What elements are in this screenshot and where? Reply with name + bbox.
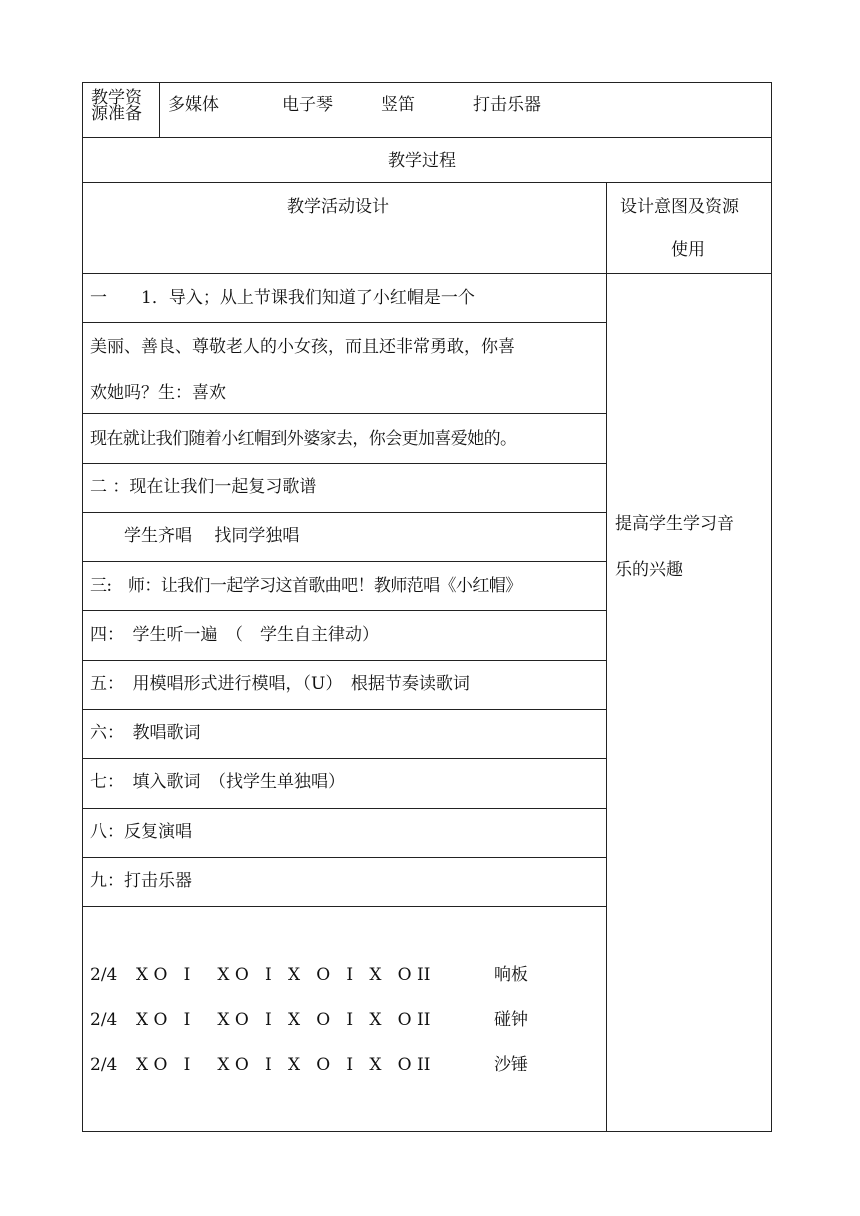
column-divider — [606, 182, 607, 1132]
row-divider — [82, 709, 606, 710]
resource-keyboard: 电子琴 — [282, 95, 333, 115]
rhythm-instrument: 沙锤 — [494, 1055, 528, 1075]
rhythm-instrument: 响板 — [494, 965, 528, 985]
rhythm-pattern: X O I X O I X O I X O II — [136, 1055, 431, 1075]
step-1-line4: 现在就让我们随着小红帽到外婆家去，你会更加喜爱她的。 — [90, 429, 517, 449]
step-8: 八：反复演唱 — [90, 822, 192, 842]
rhythm-pattern: X O I X O I X O I X O II — [136, 1010, 431, 1030]
row-divider — [82, 561, 606, 562]
step-2: 二 ：现在让我们一起复习歌谱 — [90, 477, 317, 497]
rhythm-instrument: 碰钟 — [494, 1010, 528, 1030]
resource-recorder: 竖笛 — [381, 95, 415, 115]
intent-header-line2: 使用 — [671, 240, 705, 260]
resources-label: 教学资 源准备 — [91, 88, 142, 124]
intent-header-line1: 设计意图及资源 — [620, 197, 739, 217]
row-divider — [82, 857, 606, 858]
row-divider — [82, 758, 606, 759]
rhythm-meter: 2/4 — [90, 965, 118, 985]
intent-text-line1: 提高学生学习音 — [615, 514, 734, 534]
step-3: 三: 师：让我们一起学习这首歌曲吧！教师范唱《小红帽》 — [90, 576, 522, 596]
step-1-line3: 欢她吗？生：喜欢 — [90, 383, 226, 403]
column-divider — [159, 82, 160, 137]
step-6: 六： 教唱歌词 — [90, 723, 201, 743]
row-divider — [82, 273, 772, 274]
step-5: 五： 用模唱形式进行模唱，（U） 根据节奏读歌词 — [90, 674, 470, 694]
row-divider — [82, 137, 772, 138]
row-divider — [82, 610, 606, 611]
process-title: 教学过程 — [388, 151, 456, 171]
row-divider — [82, 512, 606, 513]
row-divider — [82, 182, 772, 183]
step-4: 四： 学生听一遍 （ 学生自主律动） — [90, 625, 379, 645]
row-divider — [82, 463, 606, 464]
row-divider — [82, 322, 606, 323]
row-divider — [82, 808, 606, 809]
step-1-line1: 一 1．导入；从上节课我们知道了小红帽是一个 — [90, 288, 475, 308]
step-9: 九：打击乐器 — [90, 871, 192, 891]
intent-text-line2: 乐的兴趣 — [615, 560, 683, 580]
resource-percussion: 打击乐器 — [473, 95, 541, 115]
rhythm-pattern: X O I X O I X O I X O II — [136, 965, 431, 985]
resource-multimedia: 多媒体 — [168, 95, 219, 115]
row-divider — [82, 413, 606, 414]
activity-header: 教学活动设计 — [287, 197, 389, 217]
rhythm-meter: 2/4 — [90, 1010, 118, 1030]
step-1-line2: 美丽、善良、尊敬老人的小女孩，而且还非常勇敢，你喜 — [90, 337, 515, 357]
step-2-detail: 学生齐唱 找同学独唱 — [90, 526, 300, 546]
row-divider — [82, 906, 606, 907]
row-divider — [82, 660, 606, 661]
rhythm-meter: 2/4 — [90, 1055, 118, 1075]
step-7: 七： 填入歌词 （找学生单独唱） — [90, 772, 345, 792]
